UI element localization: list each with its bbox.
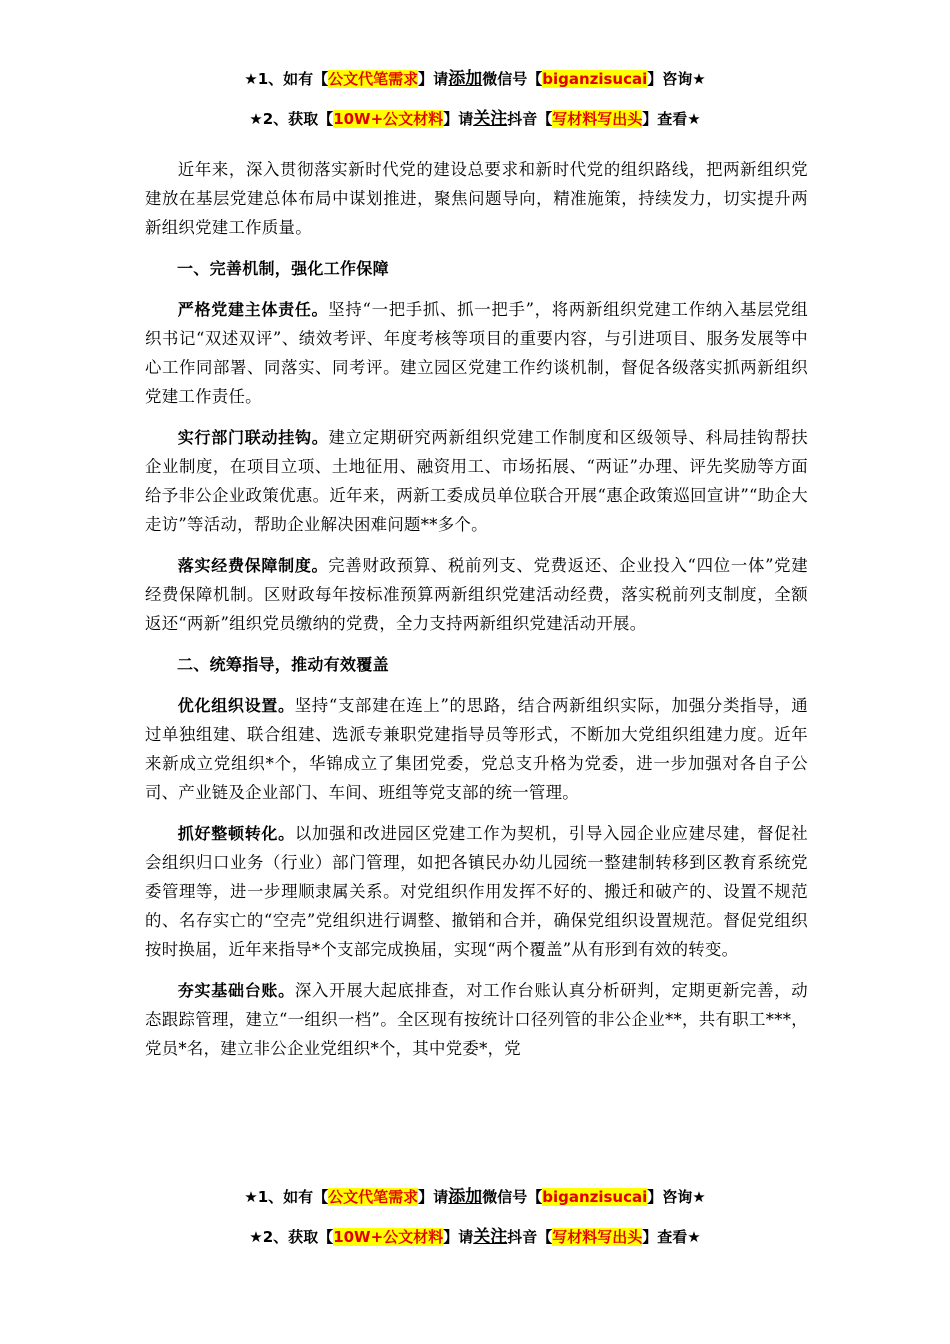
paragraph [145, 976, 808, 1063]
intro-paragraph: 近年来，深入贯彻落实新时代党的建设总要求和新时代党的组织路线，把两新组织党建放在基层党建总体布局中谋划推进，聚焦问题导向，精准施策，持续发力，切实提升两新组织党建工作质量。 [145, 160, 808, 237]
banner-underline: 关注 [473, 109, 508, 129]
document-body [145, 155, 808, 1075]
paragraph-lead: 落实经费保障制度。 [177, 556, 329, 575]
paragraph [145, 819, 808, 964]
paragraph-text: 以加强和改进园区党建工作为契机，引导入园企业应建尽建，督促社会组织归口业务（行业）部门管理，如把各镇民办幼儿园统一整建制转移到区教育系统党委管理等，进一步理顺隶属关系。对党组织作用发挥不好的、搬迁和破产的、设置不规范的、名存实亡的“空壳”党组织进行调整、撤销和合并，确保党组织设置规范。督促党组织按时换届，近年来指导*个支部完成换届，实现“两个覆盖”从有形到有效的转变。 [145, 824, 808, 959]
banner-underline: 关注 [473, 1227, 508, 1247]
paragraph [145, 691, 808, 807]
banner-line-2 [0, 104, 950, 134]
paragraph-lead: 夯实基础台账。 [177, 981, 295, 1000]
banner-highlight-wechat-id: biganzisucai [542, 70, 648, 88]
banner-text: 】查看★ [642, 110, 701, 128]
section-heading-1: 一、完善机制，强化工作保障 [177, 259, 389, 278]
paragraph [145, 423, 808, 539]
banner-text: 】请 [443, 1228, 474, 1246]
paragraph-lead: 严格党建主体责任。 [177, 300, 329, 319]
paragraph-lead: 优化组织设置。 [177, 696, 295, 715]
banner-text: 】请 [418, 1188, 449, 1206]
banner-line-2 [0, 1222, 950, 1252]
banner-underline: 添加 [448, 1187, 483, 1207]
banner-text: 】咨询★ [647, 70, 706, 88]
paragraph-text: 坚持“支部建在连上”的思路，结合两新组织实际，加强分类指导，通过单独组建、联合组建、选派专兼职党建指导员等形式，不断加大党组织组建力度。近年来新成立党组织*个，华锦成立了集团党委，党总支升格为党委，进一步加强对各自子公司、产业链及企业部门、车间、班组等党支部的统一管理。 [145, 696, 808, 802]
paragraph-text: 坚持“一把手抓、抓一把手”，将两新组织党建工作纳入基层党组织书记“双述双评”、绩效考评、年度考核等项目的重要内容，与引进项目、服务发展等中心工作同部署、同落实、同考评。建立园区党建工作约谈机制，督促各级落实抓两新组织党建工作责任。 [145, 300, 808, 406]
paragraph-text: 完善财政预算、税前列支、党费返还、企业投入“四位一体”党建经费保障机制。区财政每年按标准预算两新组织党建活动经费，落实税前列支制度，全额返还“两新”组织党员缴纳的党费，全力支持两新组织党建活动开展。 [145, 556, 808, 633]
banner-text: 】请 [418, 70, 449, 88]
banner-text: ★1、如有【 [244, 1188, 329, 1206]
banner-line-1 [0, 64, 950, 94]
banner-underline: 添加 [448, 69, 483, 89]
banner-highlight-douyin-id: 写材料写出头 [552, 110, 643, 128]
banner-highlight: 公文代笔需求 [328, 70, 419, 88]
banner-text: 】查看★ [642, 1228, 701, 1246]
banner-text: 微信号【 [482, 1188, 543, 1206]
banner-highlight: 10W+公文材料 [333, 1228, 444, 1246]
paragraph-text: 建立定期研究两新组织党建工作制度和区级领导、科局挂钩帮扶企业制度，在项目立项、土地征用、融资用工、市场拓展、“两证”办理、评先奖励等方面给予非公企业政策优惠。近年来，两新工委成员单位联合开展“惠企政策巡回宣讲”“助企大走访”等活动，帮助企业解决困难问题**多个。 [145, 428, 808, 534]
banner-text: 抖音【 [507, 110, 553, 128]
paragraph-lead: 实行部门联动挂钩。 [177, 428, 329, 447]
top-banner [0, 64, 950, 134]
banner-text: 】请 [443, 110, 474, 128]
banner-text: 】咨询★ [647, 1188, 706, 1206]
section-heading-2: 二、统筹指导，推动有效覆盖 [177, 655, 389, 674]
paragraph-text: 深入开展大起底排查，对工作台账认真分析研判，定期更新完善，动态跟踪管理，建立“一组织一档”。全区现有按统计口径列管的非公企业**，共有职工***，党员*名，建立非公企业党组织*个，其中党委*，党 [145, 981, 808, 1058]
banner-line-1 [0, 1182, 950, 1212]
banner-text: 抖音【 [507, 1228, 553, 1246]
bottom-banner [0, 1182, 950, 1252]
paragraph [145, 551, 808, 638]
banner-text: ★2、获取【 [249, 110, 334, 128]
banner-highlight: 公文代笔需求 [328, 1188, 419, 1206]
banner-text: 微信号【 [482, 70, 543, 88]
banner-text: ★2、获取【 [249, 1228, 334, 1246]
paragraph [145, 295, 808, 411]
banner-highlight-douyin-id: 写材料写出头 [552, 1228, 643, 1246]
banner-highlight: 10W+公文材料 [333, 110, 444, 128]
banner-highlight-wechat-id: biganzisucai [542, 1188, 648, 1206]
banner-text: ★1、如有【 [244, 70, 329, 88]
paragraph-lead: 抓好整顿转化。 [177, 824, 295, 843]
